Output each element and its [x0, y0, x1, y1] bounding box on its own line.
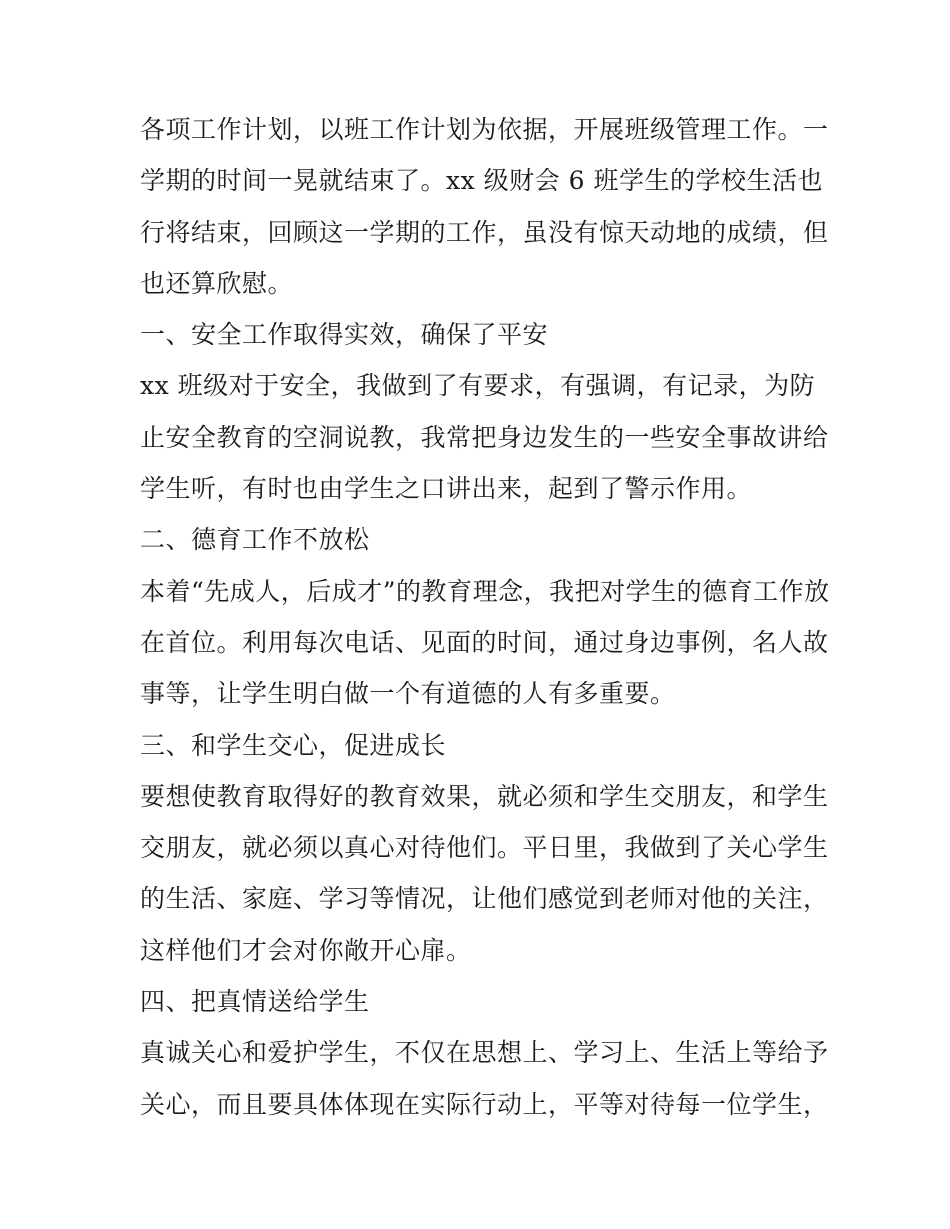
- paragraph-line: xx 班级对于安全，我做到了有要求，有强调，有记录，为防: [140, 371, 816, 401]
- document-body: [140, 104, 830, 1130]
- paragraph-line: 交朋友，就必须以真心对待他们。平日里，我做到了关心学生: [140, 833, 829, 863]
- paragraph-line: 在首位。利用每次电话、见面的时间，通过身边事例，名人故: [140, 627, 829, 657]
- paragraph-line: 关心，而且要具体体现在实际行动上，平等对待每一位学生，: [140, 1089, 829, 1119]
- section-heading-safety: 一、安全工作取得实效，确保了平安: [140, 320, 549, 350]
- paragraph-line: 的生活、家庭、学习等情况，让他们感觉到老师对他的关注，: [140, 884, 829, 914]
- paragraph-line: 这样他们才会对你敞开心扉。: [140, 935, 472, 965]
- paragraph-line: 事等，让学生明白做一个有道德的人有多重要。: [140, 679, 676, 709]
- paragraph-line: 要想使教育取得好的教育效果，就必须和学生交朋友，和学生: [140, 781, 829, 811]
- section-heading-moral-education: 二、德育工作不放松: [140, 525, 370, 555]
- paragraph-line: 真诚关心和爱护学生，不仅在思想上、学习上、生活上等给予: [140, 1038, 829, 1068]
- paragraph-line: 也还算欣慰。: [140, 268, 294, 298]
- section-heading-heart-to-heart: 三、和学生交心，促进成长: [140, 730, 447, 760]
- paragraph-line: 止安全教育的空洞说教，我常把身边发生的一些安全事故讲给: [140, 422, 829, 452]
- paragraph-line: 学生听，有时也由学生之口讲出来，起到了警示作用。: [140, 474, 753, 504]
- section-heading-sincere-care: 四、把真情送给学生: [140, 987, 370, 1017]
- paragraph-line: 行将结束，回顾这一学期的工作，虽没有惊天动地的成绩，但: [140, 217, 829, 247]
- paragraph-line: 各项工作计划，以班工作计划为依据，开展班级管理工作。一: [140, 115, 829, 144]
- paragraph-line: 学期的时间一晃就结束了。xx 级财会 6 班学生的学校生活也: [140, 166, 823, 196]
- paragraph-line: 本着“先成人，后成才”的教育理念，我把对学生的德育工作放: [140, 576, 830, 606]
